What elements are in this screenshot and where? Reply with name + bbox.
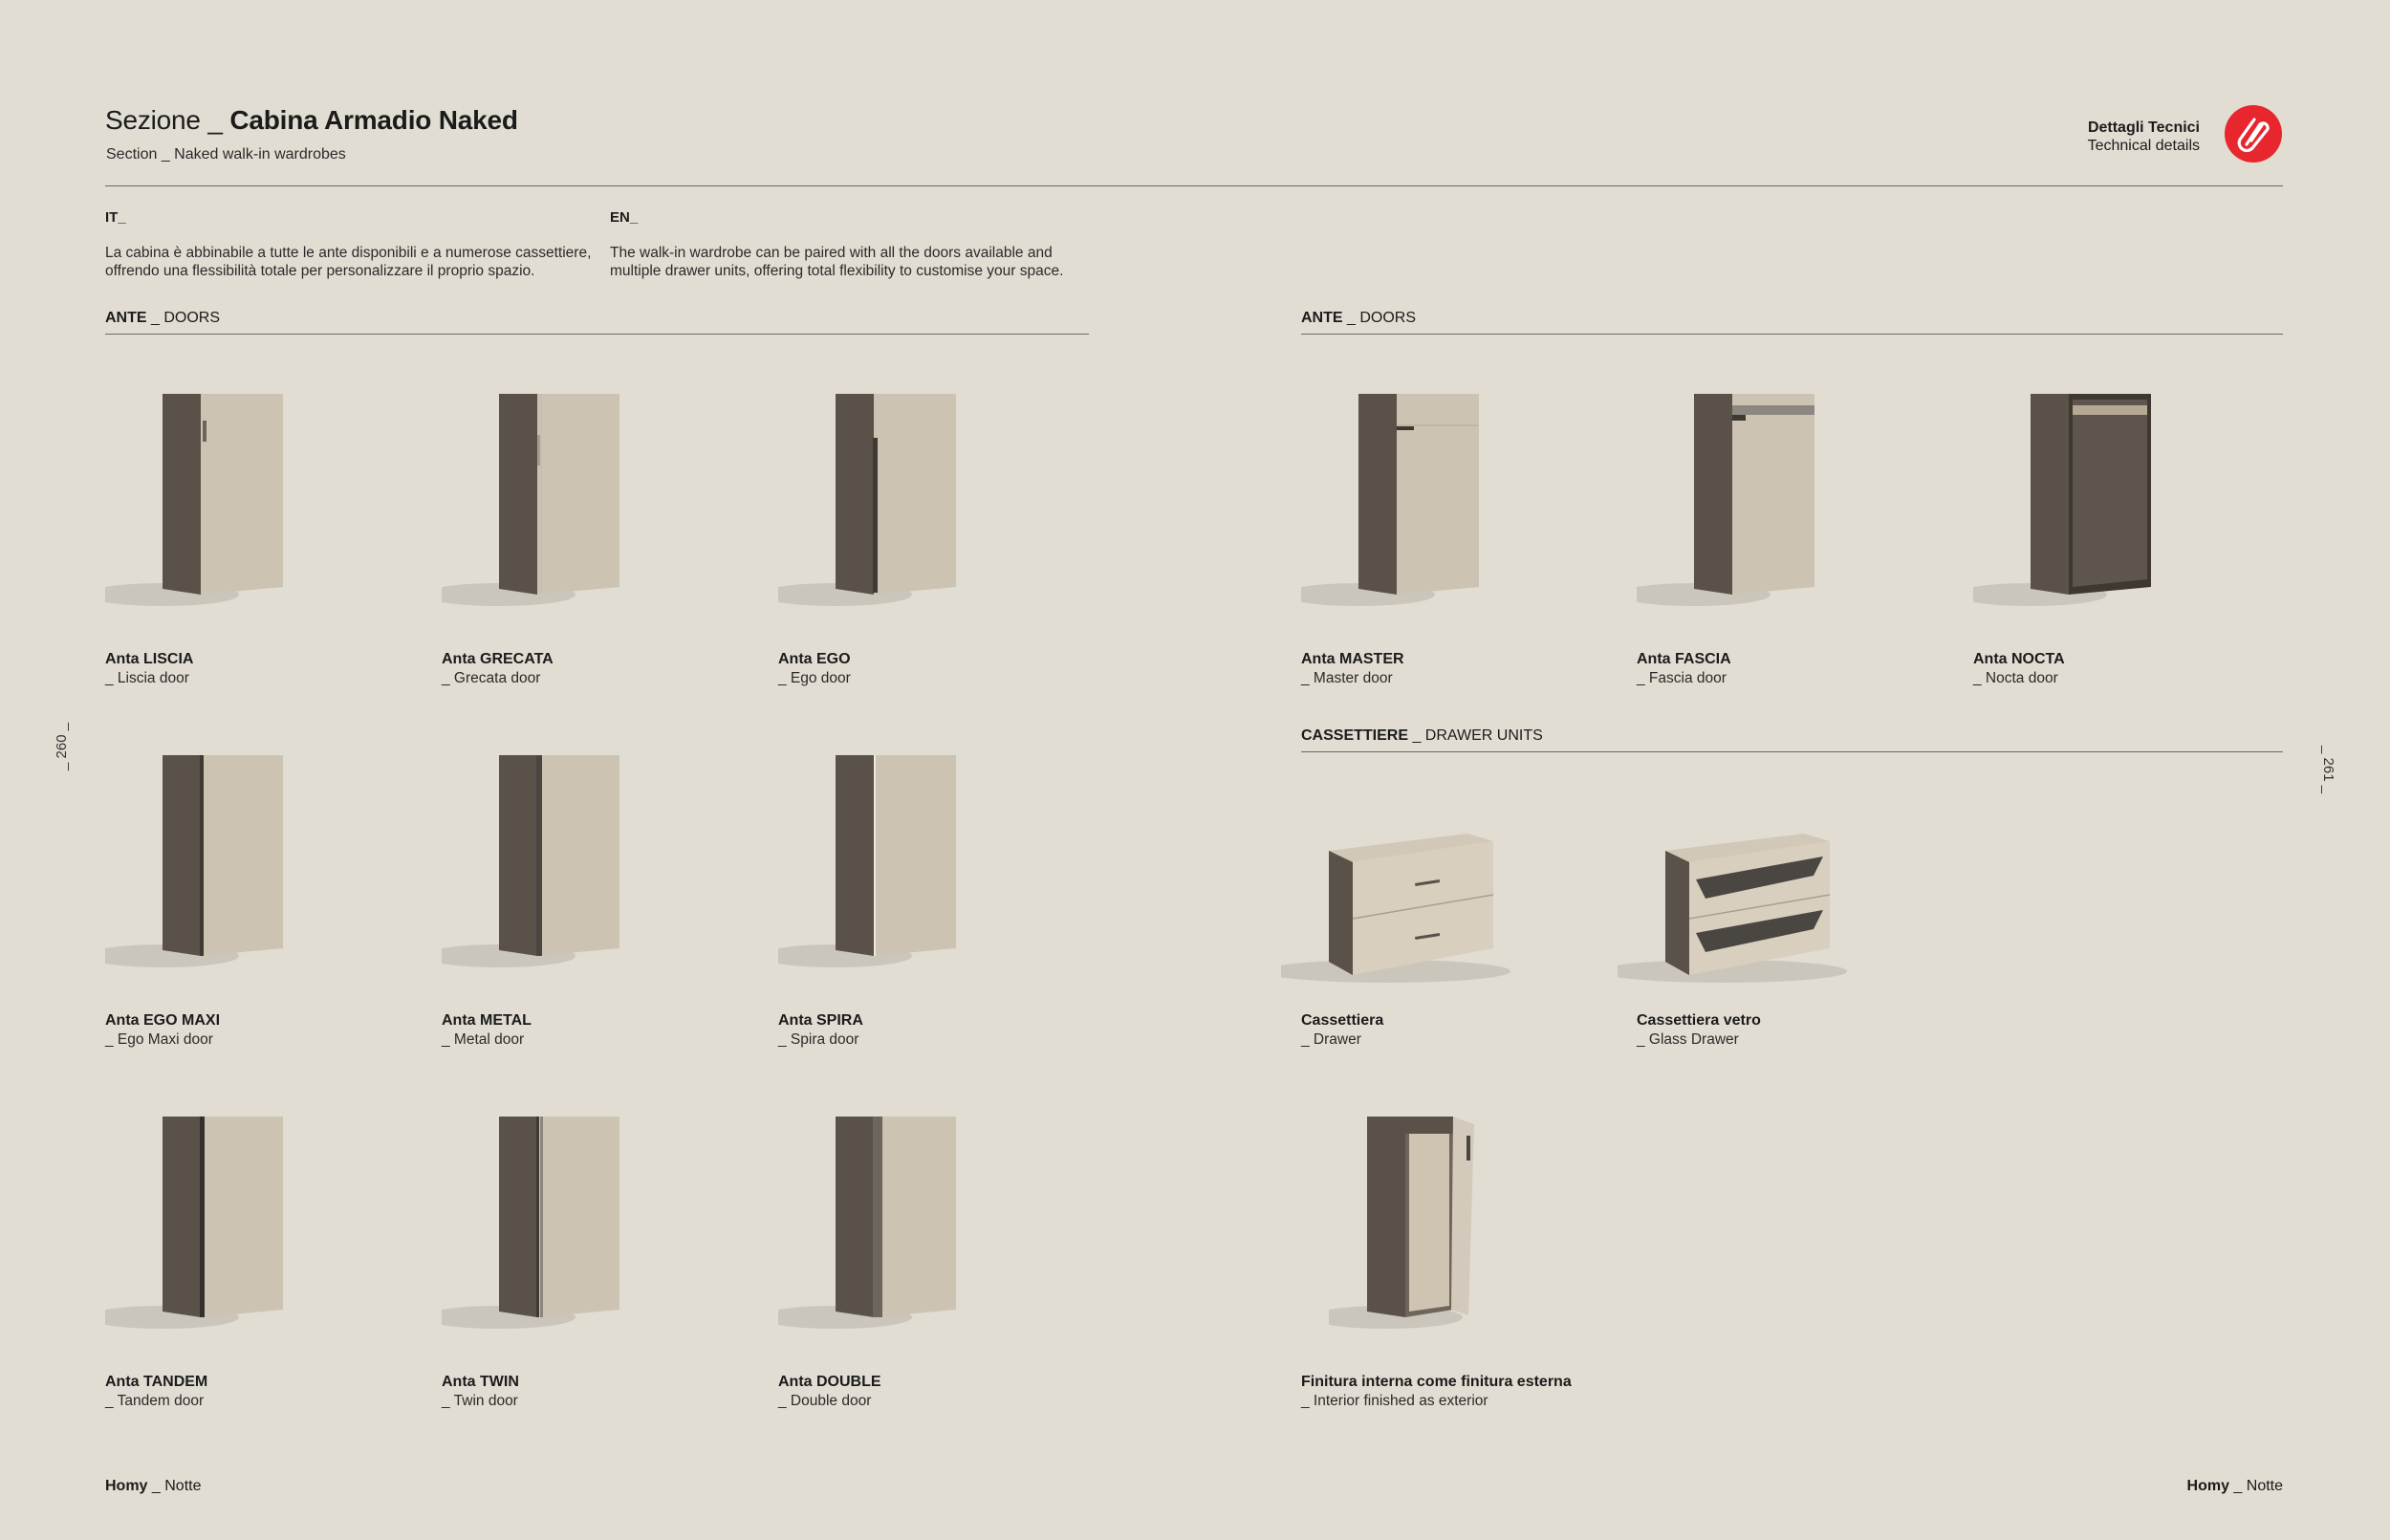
product-subtitle: _ Ego door	[778, 670, 851, 686]
product-image-egomaxi	[105, 744, 315, 978]
product-subtitle: _ Glass Drawer	[1637, 1031, 1739, 1048]
product-name: Anta SPIRA	[778, 1012, 863, 1029]
product-subtitle: _ Spira door	[778, 1031, 859, 1048]
lang-label-it: IT_	[105, 209, 126, 226]
product-caption-fascia	[1637, 651, 1731, 687]
tech-label-en: Technical details	[2087, 138, 2200, 154]
section-heading-rest: _ DOORS	[1342, 310, 1417, 326]
product-name: Anta GRECATA	[442, 651, 554, 667]
product-caption-liscia	[105, 651, 193, 687]
product-caption-double	[778, 1374, 881, 1410]
footer-left	[105, 1478, 201, 1495]
product-image-interior	[1329, 1105, 1539, 1339]
product-name: Anta LISCIA	[105, 651, 194, 667]
product-name: Cassettiera	[1301, 1012, 1384, 1029]
section-heading-rest: _ DRAWER UNITS	[1408, 727, 1543, 744]
product-image-master	[1301, 382, 1511, 617]
product-caption-ego	[778, 651, 851, 687]
product-subtitle: _ Fascia door	[1637, 670, 1727, 686]
product-image-tandem	[105, 1105, 315, 1339]
footer-brand: Homy	[105, 1478, 148, 1494]
product-caption-cassettiera	[1301, 1012, 1383, 1049]
product-subtitle: _ Drawer	[1301, 1031, 1361, 1048]
section-divider-left	[105, 334, 1089, 335]
product-subtitle: _ Double door	[778, 1393, 872, 1409]
product-image-liscia	[105, 382, 315, 617]
product-name: Finitura interna come finitura esterna	[1301, 1374, 1572, 1390]
product-name: Anta DOUBLE	[778, 1374, 881, 1390]
product-subtitle: _ Interior finished as exterior	[1301, 1393, 1488, 1409]
header-divider	[105, 185, 2283, 186]
tech-label-it: Dettagli Tecnici	[2087, 119, 2200, 136]
product-caption-nocta	[1973, 651, 2065, 687]
product-caption-spira	[778, 1012, 863, 1049]
product-name: Anta TANDEM	[105, 1374, 208, 1390]
product-image-spira	[778, 744, 989, 978]
product-name: Anta METAL	[442, 1012, 532, 1029]
page-subtitle: Section _ Naked walk-in wardrobes	[106, 146, 346, 163]
product-subtitle: _ Liscia door	[105, 670, 189, 686]
product-name: Anta TWIN	[442, 1374, 519, 1390]
product-caption-ego-maxi	[105, 1012, 220, 1049]
product-subtitle: _ Master door	[1301, 670, 1393, 686]
footer-section: _ Notte	[147, 1478, 202, 1494]
title-prefix: Sezione _	[105, 105, 230, 135]
intro-text-en: The walk-in wardrobe can be paired with all the doors available and multiple drawer units, offering total flexibility to customise your space.	[610, 245, 1064, 279]
product-image-cassettiera-vetro	[1618, 813, 1866, 989]
section-heading-rest: _ DOORS	[146, 310, 221, 326]
product-caption-tandem	[105, 1374, 207, 1410]
paperclip-icon	[2225, 105, 2282, 163]
product-caption-interior-finish	[1301, 1374, 1572, 1410]
product-image-fascia	[1637, 382, 1847, 617]
product-name: Anta FASCIA	[1637, 651, 1731, 667]
product-caption-twin	[442, 1374, 519, 1410]
product-caption-cassettiera-vetro	[1637, 1012, 1761, 1049]
section-heading-drawers	[1301, 727, 1543, 745]
footer-brand: Homy	[2186, 1478, 2229, 1494]
page-title	[105, 105, 518, 136]
product-name: Anta EGO	[778, 651, 851, 667]
product-image-ego	[778, 382, 989, 617]
product-name: Anta EGO MAXI	[105, 1012, 221, 1029]
product-caption-grecata	[442, 651, 554, 687]
section-divider-drawers	[1301, 751, 2283, 752]
section-heading-bold: ANTE	[105, 310, 147, 326]
product-image-cassettiera	[1281, 813, 1530, 989]
product-name: Anta MASTER	[1301, 651, 1404, 667]
product-subtitle: _ Tandem door	[105, 1393, 205, 1409]
product-subtitle: _ Grecata door	[442, 670, 541, 686]
product-subtitle: _ Ego Maxi door	[105, 1031, 213, 1048]
product-name: Cassettiera vetro	[1637, 1012, 1761, 1029]
footer-right	[2187, 1478, 2283, 1495]
product-name: Anta NOCTA	[1973, 651, 2065, 667]
section-heading-bold: ANTE	[1301, 310, 1343, 326]
product-image-double	[778, 1105, 989, 1339]
section-heading-doors-right	[1301, 310, 1416, 327]
technical-details-label	[2088, 119, 2200, 155]
product-caption-metal	[442, 1012, 532, 1049]
intro-text-it: La cabina è abbinabile a tutte le ante disponibili e a numerose cassettiere, offrendo una flessibilità totale per personalizzare il proprio spazio.	[105, 245, 592, 279]
product-image-nocta	[1973, 382, 2184, 617]
product-subtitle: _ Nocta door	[1973, 670, 2058, 686]
product-image-grecata	[442, 382, 652, 617]
product-subtitle: _ Metal door	[442, 1031, 525, 1048]
product-image-metal	[442, 744, 652, 978]
lang-label-en: EN_	[610, 209, 639, 226]
section-divider-right	[1301, 334, 2283, 335]
section-heading-doors-left	[105, 310, 220, 327]
product-caption-master	[1301, 651, 1404, 687]
section-heading-bold: CASSETTIERE	[1301, 727, 1409, 744]
footer-section: _ Notte	[2228, 1478, 2283, 1494]
product-subtitle: _ Twin door	[442, 1393, 518, 1409]
title-main: Cabina Armadio Naked	[229, 105, 518, 135]
product-image-twin	[442, 1105, 652, 1339]
